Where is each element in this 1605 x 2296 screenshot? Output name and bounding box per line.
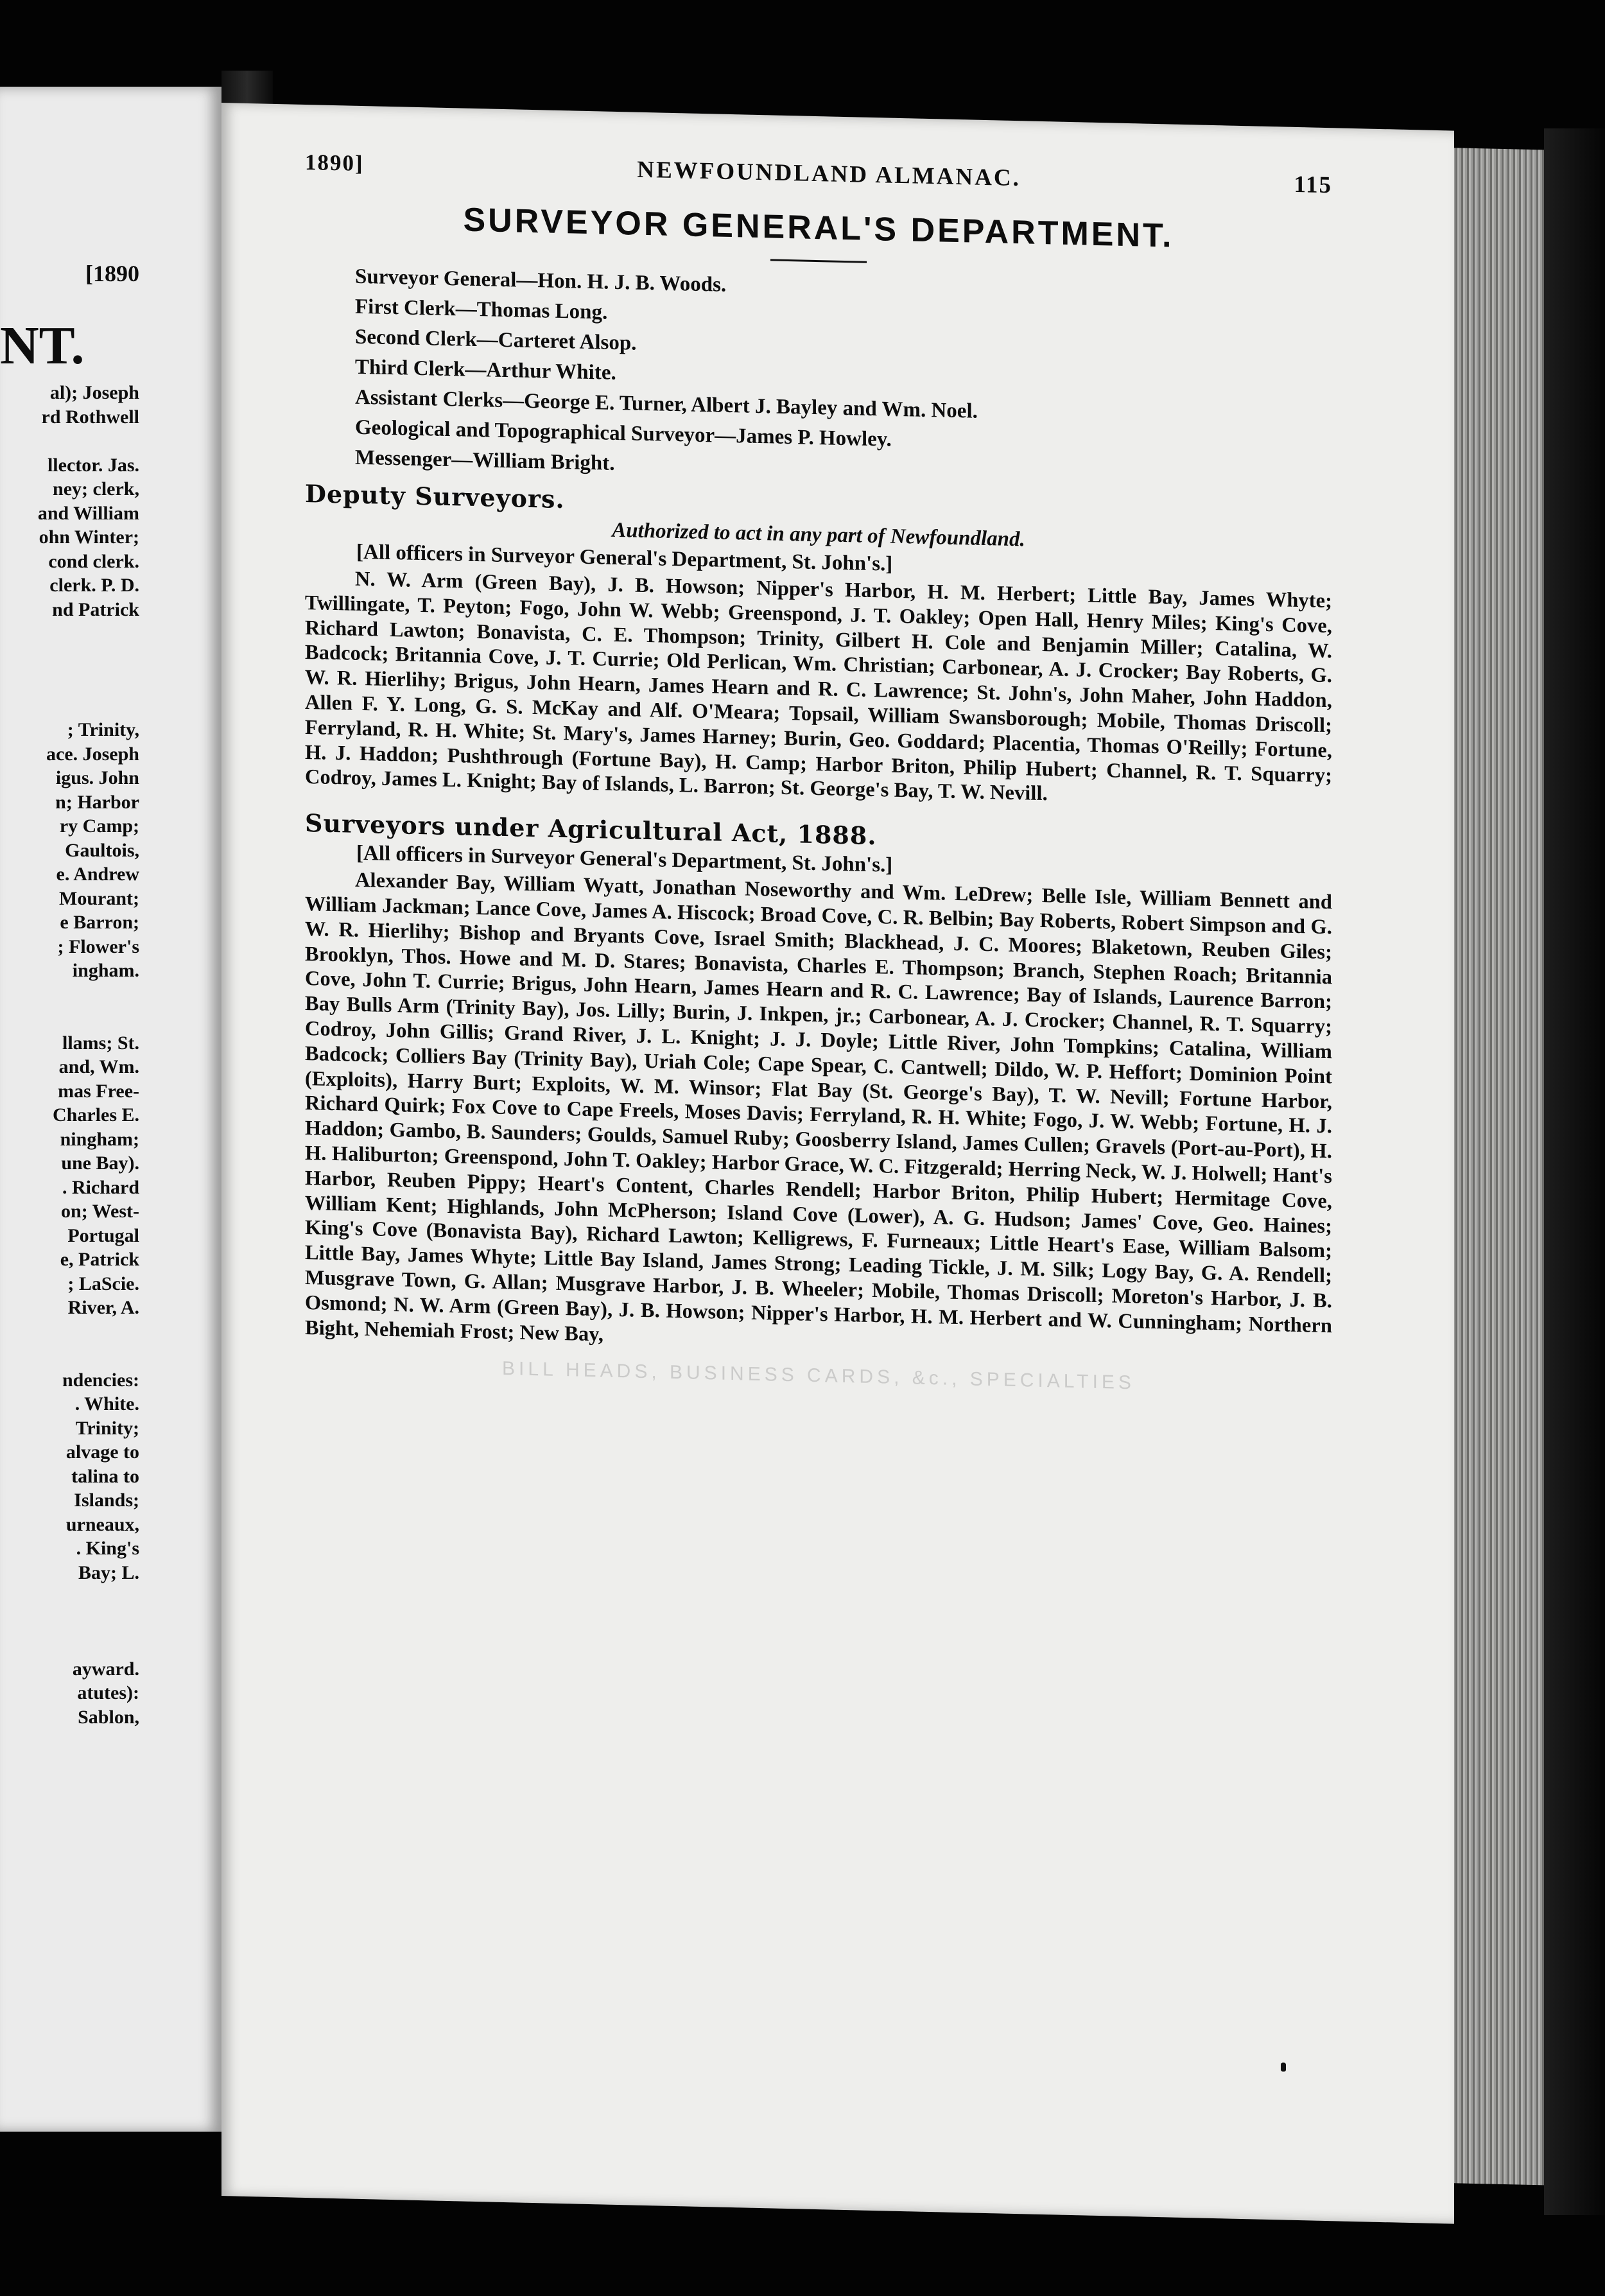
left-page-text-fragment: . Richard xyxy=(62,1176,139,1198)
officer-line: Messenger—William Bright. xyxy=(355,446,615,475)
left-page-text-fragment: ry Camp; xyxy=(59,815,139,837)
left-page-text-fragment: talina to xyxy=(71,1465,139,1487)
left-page-text-fragment: atutes): xyxy=(77,1682,139,1703)
left-page-text-fragment: llector. Jas. xyxy=(47,454,139,476)
left-page-text-fragment: ney; clerk, xyxy=(53,478,139,500)
officer-line: Third Clerk—Arthur White. xyxy=(355,355,616,385)
title-rule xyxy=(770,259,867,263)
left-page-text-fragment: e, Patrick xyxy=(60,1249,139,1270)
page-edge-stack xyxy=(1448,148,1544,2185)
left-page-text-fragment: urneaux, xyxy=(65,1513,139,1535)
left-page-text-fragment: ndencies: xyxy=(62,1369,139,1391)
left-page-text-fragment: nd Patrick xyxy=(52,598,139,620)
left-page-text-fragment: ; Flower's xyxy=(57,935,139,957)
agricultural-surveyors-list: Alexander Bay, William Wyatt, Jonathan Noseworthy and Wm. LeDrew; Belle Isle, William Bennett and William Jackman; Lance Cove, James A. Hiscock; Broad Cove, C. R. Belbin; Bay Roberts, Robert Simpson and G. W. R. Hierlihy; Bishop and Bryants Cove, Israel Smith; Blackhead, J. C. Moores; Blaketown, Reuben Giles; Brooklyn, Thos. Howe and M. D. Stares; Bonavista, Charles E. Thompson; Branch, Stephen Roach; Britannia Cove, John T. Currie; Brigus, John Hearn, James Hearn and R. C. Lawrence; Bay of Islands, Laurence Barron; Bay Bulls Arm (Trinity Bay), Jos. Lilly; Burin, J. Inkpen, jr.; Carbonear, A. J. Crocker; Channel, R. T. Squarry; Codroy, John Gillis; Grand River, J. L. Knight; J. J. Doyle; Little River, John Tompkins; Catalina, William Badcock; Colliers Bay (Trinity Bay), Uriah Cole; Cape Spear, C. Cantwell; Dildo, W. P. Heffort; Dominion Point (Exploits), Harry Burt; Exploits, W. M. Winsor; Flat Bay (St. George's Bay), T. W. Nevill; Fortune Harbor, Richard Quirk; Fox Cove to Cape Freels, Moses Davis; Ferryland, R. H. White; Fogo, J. W. Webb; Fortune, H. J. Haddon; Gambo, B. Saunders; Goulds, Samuel Ruby; Goosberry Island, James Cullen; Gravels (Port-au-Port), H. H. Haliburton; Greenspond, John T. Oakley; Harbor Grace, W. C. Fitzgerald; Herring Neck, W. J. Holwell; Hant's Harbor, Reuben Pippy; Heart's Content, Charles Rendell; Harbor Briton, Philip Hubert; Hermitage Cove, William Kent; Highlands, John McPherson; Island Cove (Lower), A. G. Hudson; James' Cove, Geo. Haines; King's Cove (Bonavista Bay), Richard Lawton; Kelligrews, F. Furneaux; Little Heart's Ease, William Balsom; Little Bay, James Whyte; Little Bay Island, James Strong; Leading Tickle, J. M. Silk; Logy Bay, G. A. Rendell; Musgrave Town, G. Allan; Musgrave Harbor, J. B. Wheeler; Mobile, Thomas Driscoll; Moreton's Harbor, J. B. Osmond; N. W. Arm (Green Bay), J. B. Howson; Nipper's Harbor, H. M. Herbert and W. Cunningham; Northern Bight, Nehemiah Frost; New Bay, xyxy=(305,868,1332,1346)
left-page-text-fragment: mas Free- xyxy=(58,1080,139,1102)
left-page-heading-fragment: NT. xyxy=(0,316,85,376)
left-page-text-fragment: rd Rothwell xyxy=(41,406,139,428)
officer-line: Surveyor General—Hon. H. J. B. Woods. xyxy=(355,265,727,297)
book-edge-shadow xyxy=(1544,128,1605,2215)
left-page-text-fragment: Trinity; xyxy=(75,1417,139,1439)
left-page-text-fragment: llams; St. xyxy=(62,1032,139,1054)
officer-line: Assistant Clerks—George E. Turner, Albert J. Bayley and Wm. Noel. xyxy=(355,385,978,423)
deputy-authorized-note: Authorized to act in any part of Newfoundland. xyxy=(612,518,1025,552)
ink-speck xyxy=(1281,2062,1286,2071)
page-number: 115 xyxy=(1294,171,1332,199)
left-page-text-fragment: River, A. xyxy=(67,1297,139,1318)
deputy-surveyors-list: N. W. Arm (Green Bay), J. B. Howson; Nipper's Harbor, H. M. Herbert; Little Bay, James Whyte; Twillingate, T. Peyton; Fogo, John W. Webb; Greenspond, J. T. Oakley; Open Hall, Henry Miles; King's Cove, Richard Lawton; Bonavista, C. E. Thompson; Trinity, Gilbert H. Cole and Benjamin Miller; Catalina, W. Badcock; Britannia Cove, J. T. Currie; Old Perlican, Wm. Christian; Carbonear, A. J. Crocker; Bay Roberts, G. W. R. Hierlihy; Brigus, John Hearn, James Hearn and R. C. Lawrence; St. John's, John Maher, John Haddon, Allen F. Y. Long, G. S. McKay and Alf. O'Meara; Topsail, William Swansborough; Mobile, Thomas Driscoll; Ferryland, R. H. White; St. Mary's, James Harney; Burin, Geo. Goddard; Placentia, Thomas O'Reilly; Fortune, H. J. Haddon; Pushthrough (Fortune Bay), H. Camp; Harbor Briton, Philip Hubert; Channel, R. T. Squarry; Codroy, James L. Knight; Bay of Islands, L. Barron; St. George's Bay, T. W. Nevill. xyxy=(305,567,1332,806)
show-through-text: BILL HEADS, BUSINESS CARDS, &c., SPECIALTIES xyxy=(502,1358,1135,1394)
left-page-text-fragment: alvage to xyxy=(65,1441,139,1463)
left-page-text-fragment: clerk. P. D. xyxy=(49,575,139,596)
left-page-text-fragment: . White. xyxy=(74,1393,139,1414)
running-head-year: 1890] xyxy=(305,149,364,177)
deputy-surveyors-heading: Deputy Surveyors. xyxy=(305,478,565,514)
officer-line: Geological and Topographical Surveyor—James P. Howley. xyxy=(355,415,892,451)
left-page-text-fragment: Portugal xyxy=(67,1224,139,1246)
left-page-text-fragment: ingham. xyxy=(72,960,139,981)
left-page-text-fragment: al); Joseph xyxy=(49,382,139,403)
left-page-text-fragment: ohn Winter; xyxy=(39,526,139,548)
page-content xyxy=(305,150,1332,1401)
left-page-text-fragment: Charles E. xyxy=(53,1104,139,1126)
left-page-text-fragment: Mourant; xyxy=(59,887,139,909)
left-page-text-fragment: Gaultois, xyxy=(65,839,139,861)
left-page-text-fragment: ; LaScie. xyxy=(67,1273,139,1294)
left-page-text-fragment: ; Trinity, xyxy=(67,719,139,740)
left-page xyxy=(0,87,221,2132)
main-page xyxy=(221,103,1454,2224)
left-page-text-fragment: on; West- xyxy=(61,1201,139,1222)
left-page-text-fragment: ace. Joseph xyxy=(46,743,139,765)
left-page-text-fragment: and, Wm. xyxy=(58,1056,139,1077)
left-page-text-fragment: ayward. xyxy=(72,1658,139,1680)
left-page-text-fragment: Sablon, xyxy=(78,1706,139,1728)
officer-line: Second Clerk—Carteret Alsop. xyxy=(355,325,637,355)
left-page-text-fragment: e. Andrew xyxy=(56,864,139,885)
left-page-text-fragment: Islands; xyxy=(74,1490,139,1511)
agricultural-surveyors-heading: Surveyors under Agricultural Act, 1888. xyxy=(305,808,877,851)
left-page-header: [1890 xyxy=(85,261,139,286)
left-page-text-fragment: . King's xyxy=(76,1538,139,1559)
running-head-title: NEWFOUNDLAND ALMANAC. xyxy=(637,156,1021,192)
left-page-text-fragment: cond clerk. xyxy=(48,550,139,572)
left-page-text-fragment: ningham; xyxy=(60,1128,139,1150)
left-page-text-fragment: igus. John xyxy=(55,767,139,788)
department-title: SURVEYOR GENERAL'S DEPARTMENT. xyxy=(463,201,1174,255)
officer-line: First Clerk—Thomas Long. xyxy=(355,295,608,324)
agricultural-bracket-note: [All officers in Surveyor General's Department, St. John's.] xyxy=(356,841,893,877)
left-page-text-fragment: e Barron; xyxy=(60,912,139,933)
left-page-text-fragment: Bay; L. xyxy=(78,1561,139,1583)
left-page-text-fragment: une Bay). xyxy=(61,1152,139,1174)
left-page-text-fragment: n; Harbor xyxy=(55,791,139,813)
running-head xyxy=(305,150,1332,198)
left-page-text-fragment: and William xyxy=(37,502,139,524)
deputy-bracket-note: [All officers in Surveyor General's Department, St. John's.] xyxy=(356,540,893,576)
